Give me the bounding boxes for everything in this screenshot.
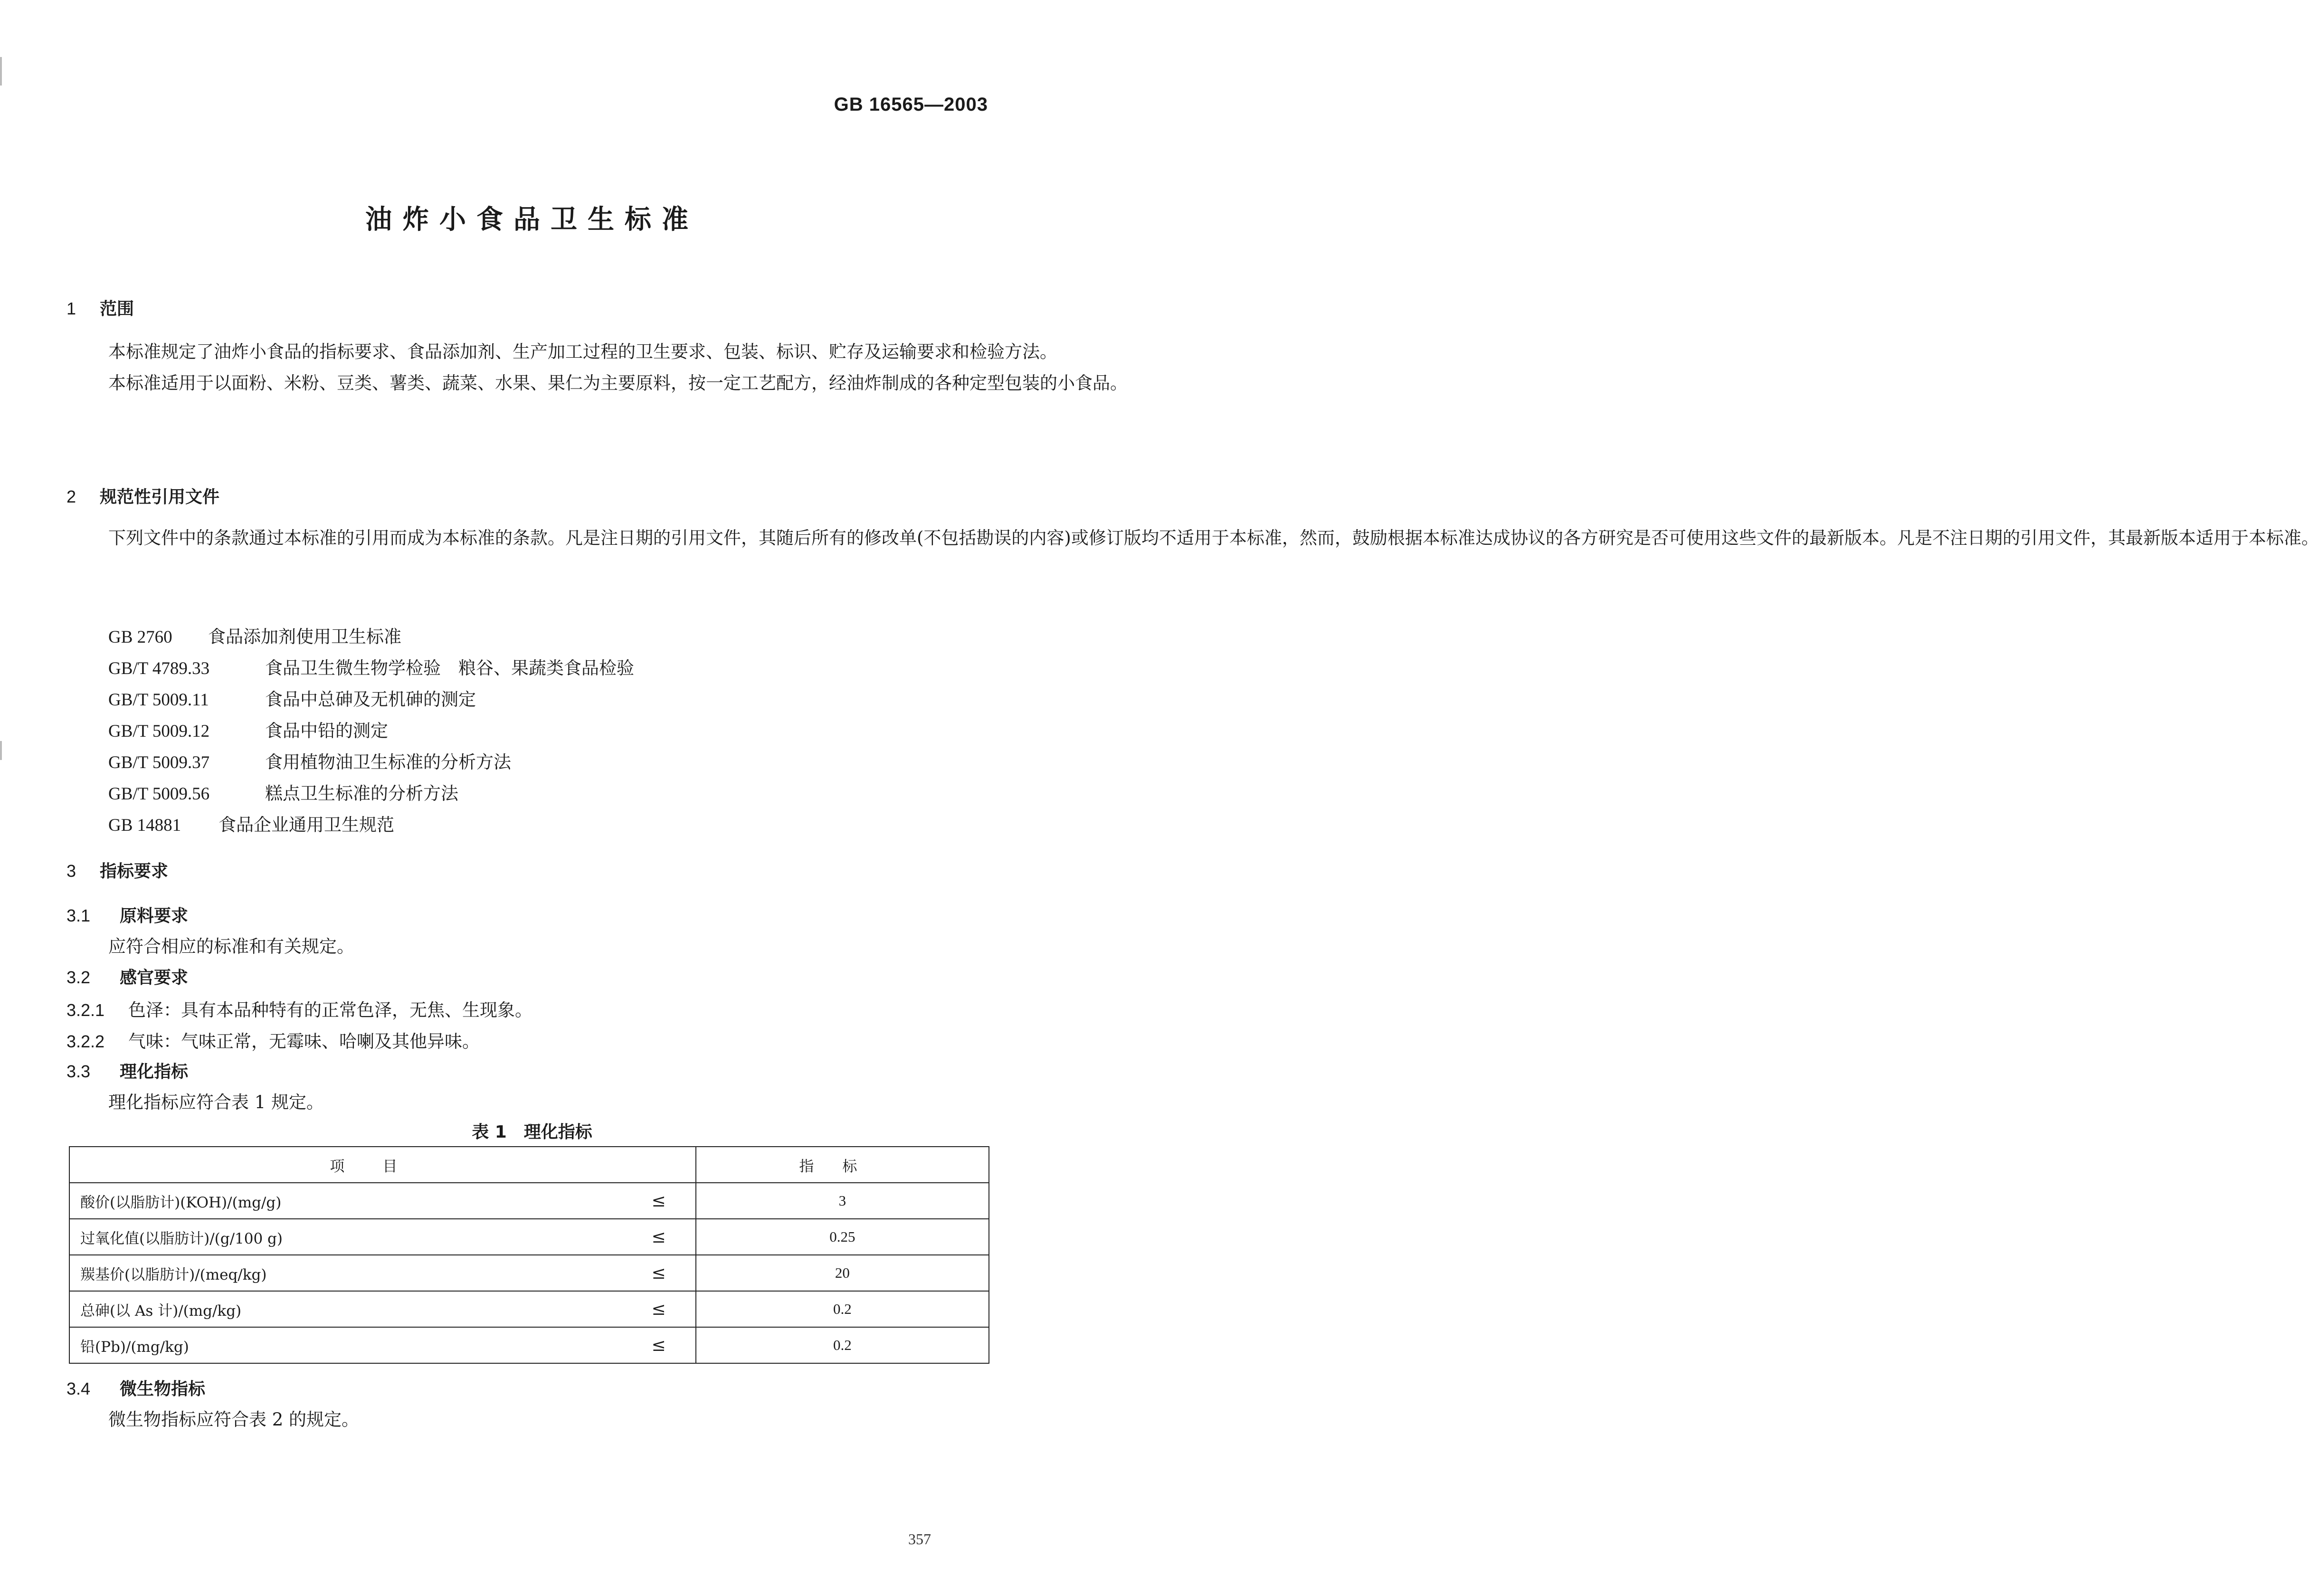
page-number: 357 — [908, 1530, 931, 1548]
reference-item — [108, 654, 634, 679]
section-3-1-text: 应符合相应的标准和有关规定。 — [108, 936, 354, 957]
section-3-1-heading — [67, 902, 188, 927]
section-title: 感官要求 — [120, 968, 189, 988]
reference-code: GB/T 5009.11 — [108, 690, 209, 710]
section-title: 范围 — [100, 299, 134, 319]
row-operator: ≤ — [629, 1255, 696, 1291]
section-3-heading — [67, 858, 168, 882]
reference-item — [108, 810, 394, 836]
section-3-2-2 — [67, 1027, 480, 1053]
reference-code: GB 2760 — [108, 627, 172, 647]
reference-code: GB 14881 — [108, 816, 181, 835]
row-operator: ≤ — [629, 1327, 696, 1363]
reference-code: GB/T 5009.12 — [108, 722, 210, 741]
row-value: 20 — [696, 1255, 989, 1291]
row-item: 酸价(以脂肪计)(KOH)/(mg/g) — [69, 1183, 629, 1219]
section-title: 微生物指标 — [120, 1379, 206, 1399]
section-3-3-text: 理化指标应符合表 1 规定。 — [108, 1092, 324, 1112]
header-value: 指标 — [696, 1147, 989, 1183]
reference-name: 食用植物油卫生标准的分析方法 — [265, 752, 511, 772]
row-item: 铅(Pb)/(mg/kg) — [69, 1327, 629, 1363]
paragraph: 下列文件中的条款通过本标准的引用而成为本标准的条款。凡是注日期的引用文件，其随后所有的修改单(不包括勘误的内容)或修订版均不适用于本标准，然而，鼓励根据本标准达成协议的各方研究是否可使用这些文件的最新版本。凡是不注日期的引用文件，其最新版本适用于本标准。 — [108, 528, 2319, 548]
clause-number: 3.2.1 — [67, 1000, 105, 1020]
reference-code: GB/T 5009.56 — [108, 784, 210, 804]
section-number: 3.2 — [67, 968, 91, 987]
table-row — [69, 1219, 989, 1255]
document-title: 油炸小食品卫生标准 — [365, 204, 699, 235]
row-item: 过氧化值(以脂肪计)/(g/100 g) — [69, 1219, 629, 1255]
row-operator: ≤ — [629, 1183, 696, 1219]
reference-name: 食品中铅的测定 — [265, 721, 388, 741]
reference-item — [108, 716, 388, 742]
reference-item — [108, 779, 458, 805]
table-1-caption: 表 1 理化指标 — [472, 1122, 592, 1142]
section-2-body — [67, 522, 2319, 554]
row-value: 3 — [696, 1183, 989, 1219]
clause-number: 3.2.2 — [67, 1032, 105, 1051]
clause-text: 色泽：具有本品种特有的正常色泽，无焦、生现象。 — [128, 1000, 532, 1020]
reference-code: GB/T 5009.37 — [108, 753, 210, 772]
table-header-row — [69, 1147, 989, 1183]
row-item: 总砷(以 As 计)/(mg/kg) — [69, 1291, 629, 1327]
section-number: 2 — [67, 487, 76, 506]
section-number: 3 — [67, 861, 76, 881]
section-number: 3.4 — [67, 1379, 91, 1398]
section-number: 3.3 — [67, 1062, 91, 1081]
section-number: 3.1 — [67, 906, 91, 925]
reference-code: GB/T 4789.33 — [108, 659, 210, 678]
scan-edge-mark — [0, 57, 2, 86]
reference-item — [108, 685, 476, 711]
reference-item — [108, 622, 401, 648]
row-value: 0.2 — [696, 1291, 989, 1327]
header-item: 项目 — [69, 1147, 696, 1183]
paragraph: 本标准适用于以面粉、米粉、豆类、薯类、蔬菜、水果、果仁为主要原料，按一定工艺配方，经油炸制成的各种定型包装的小食品。 — [108, 373, 1128, 393]
section-3-2-heading — [67, 964, 188, 988]
table-row — [69, 1327, 989, 1363]
reference-name: 食品添加剂使用卫生标准 — [208, 627, 401, 647]
clause-text: 气味：气味正常，无霉味、哈喇及其他异味。 — [128, 1031, 480, 1052]
standard-code: GB 16565—2003 — [834, 94, 988, 115]
section-1-heading — [67, 295, 134, 320]
row-item: 羰基价(以脂肪计)/(meq/kg) — [69, 1255, 629, 1291]
section-title: 指标要求 — [100, 862, 169, 881]
row-operator: ≤ — [629, 1219, 696, 1255]
section-1-body — [67, 336, 1128, 399]
table-1 — [69, 1146, 989, 1364]
row-value: 0.2 — [696, 1327, 989, 1363]
reference-name: 食品中总砷及无机砷的测定 — [265, 689, 476, 710]
section-title: 原料要求 — [120, 906, 189, 926]
section-3-4-text: 微生物指标应符合表 2 的规定。 — [108, 1409, 360, 1430]
paragraph: 本标准规定了油炸小食品的指标要求、食品添加剂、生产加工过程的卫生要求、包装、标识、贮存及运输要求和检验方法。 — [108, 342, 1057, 362]
section-3-3-heading — [67, 1058, 188, 1083]
reference-name: 食品卫生微生物学检验 粮谷、果蔬类食品检验 — [265, 658, 634, 678]
section-number: 1 — [67, 299, 76, 318]
section-3-2-1 — [67, 996, 532, 1021]
reference-item — [108, 748, 511, 773]
table-row — [69, 1291, 989, 1327]
reference-name: 食品企业通用卫生规范 — [219, 815, 394, 835]
scan-edge-mark — [0, 741, 2, 760]
section-title: 理化指标 — [120, 1062, 189, 1082]
row-operator: ≤ — [629, 1291, 696, 1327]
section-3-4-heading — [67, 1376, 205, 1400]
section-2-heading — [67, 484, 219, 508]
reference-name: 糕点卫生标准的分析方法 — [265, 783, 458, 804]
table-row — [69, 1255, 989, 1291]
row-value: 0.25 — [696, 1219, 989, 1255]
table-row — [69, 1183, 989, 1219]
section-title: 规范性引用文件 — [100, 487, 220, 507]
